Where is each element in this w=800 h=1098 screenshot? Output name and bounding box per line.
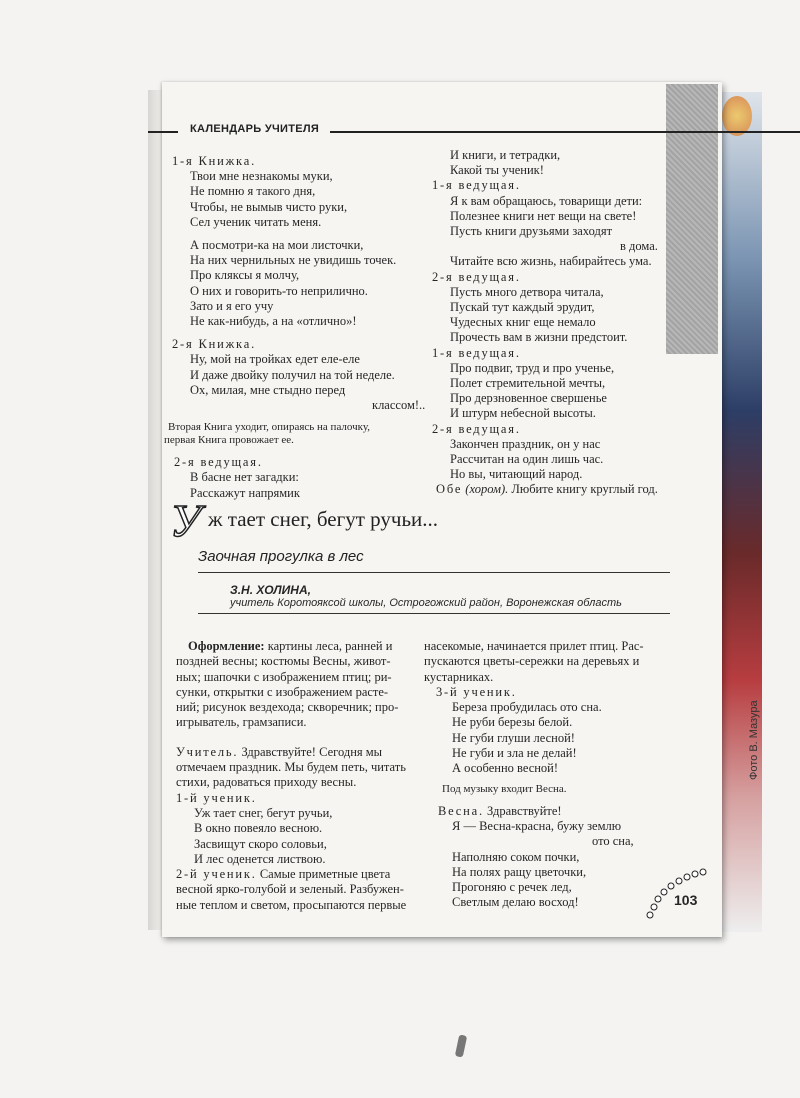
speaker-label: Учитель. <box>176 744 239 759</box>
verse-line: Любите книгу круглый год. <box>511 482 658 497</box>
speaker-label: Весна. <box>438 803 484 818</box>
paragraph-line: ний; рисунок вездехода; скворечник; про- <box>176 700 399 715</box>
verse-line: Чтобы, не вымыв чисто руки, <box>190 199 348 214</box>
verse-line: Не руби березы белой. <box>452 715 573 730</box>
verse-line: Сел ученик читать меня. <box>190 214 322 229</box>
speaker-label: 1-я ведущая. <box>432 345 521 360</box>
verse-line: И даже двойку получил на той неделе. <box>190 367 395 382</box>
verse-line: в дома. <box>620 239 658 254</box>
verse-line: А особенно весной! <box>452 761 559 776</box>
stage-direction: первая Книга провожает ее. <box>164 434 294 447</box>
verse-line: Не губи и зла не делай! <box>452 746 577 761</box>
verse-line: В басне нет загадки: <box>190 470 299 485</box>
stage-direction: Под музыку входит Весна. <box>442 782 567 795</box>
author-info: учитель Коротояксой школы, Острогожский район, Воронежская область <box>230 597 622 609</box>
paragraph-line: насекомые, начинается прилет птиц. Рас- <box>424 639 644 653</box>
verse-line: И штурм небесной высоты. <box>450 406 596 421</box>
verse-line: Прогоняю с речек лед, <box>452 880 572 895</box>
verse-line: Про дерзновенное свершенье <box>450 391 607 406</box>
verse-line: Уж тает снег, бегут ручьи, <box>194 805 333 820</box>
verse-line: Береза пробудилась ото сна. <box>452 700 602 715</box>
page-spine-shadow <box>148 90 162 930</box>
paragraph-line: ных; шапочки с изображением птиц; ри- <box>176 669 392 684</box>
verse-line: Засвищут скоро соловьи, <box>194 836 327 851</box>
verse-line: Не как-нибудь, а на «отлично»! <box>190 314 357 329</box>
verse-line: Я — Весна-красна, бужу землю <box>452 818 622 833</box>
closing-line <box>432 482 658 497</box>
subtitle-rule <box>198 572 670 573</box>
verse-line: И лес оденется листвою. <box>194 851 326 866</box>
verse-line: Пускай тут каждый эрудит, <box>450 300 595 315</box>
speaker-label: 1-я ведущая. <box>432 178 521 193</box>
verse-line: Но вы, читающий народ. <box>450 467 583 482</box>
verse-line: Прочесть вам в жизни предстоит. <box>450 330 628 345</box>
article-subtitle: Заочная прогулка в лес <box>198 548 364 565</box>
paragraph-line: Оформление: картины леса, ранней и <box>188 639 393 653</box>
column-2 <box>432 148 658 498</box>
pencil-mark <box>455 1034 467 1057</box>
photo-credit: Фото В. Мазура <box>748 700 760 780</box>
speaker-label: 2-я Книжка. <box>172 337 256 352</box>
decorative-gray-strip <box>666 84 718 354</box>
paragraph-line: 2-й ученик. Самые приметные цвета <box>176 867 391 882</box>
verse-line: Я к вам обращаюсь, товарищи дети: <box>450 193 643 208</box>
paragraph-line: ные теплом и светом, просыпаются первые <box>176 897 407 912</box>
verse-line: Какой ты ученик! <box>450 163 544 178</box>
verse-line: Пусть книги друзьями заходят <box>450 224 613 239</box>
column-1 <box>164 154 426 501</box>
verse-line: Ну, мой на тройках едет еле-еле <box>190 352 360 367</box>
title-text: ж тает снег, бегут ручьи... <box>208 507 439 531</box>
column-3 <box>176 639 406 913</box>
verse-line: О них и говорить-то неприлично. <box>190 283 368 298</box>
speaker-label: 2-я ведущая. <box>432 421 521 436</box>
paragraph-line: кустарниках. <box>424 669 494 684</box>
speaker-label: 3-й ученик. <box>436 684 517 699</box>
verse-line: ото сна, <box>592 834 634 849</box>
speaker-label: 1-й ученик. <box>176 790 257 805</box>
page-number: 103 <box>674 892 698 908</box>
paragraph-line: Весна. Здравствуйте! <box>438 803 562 818</box>
verse-line: Не помню я такого дня, <box>190 184 316 199</box>
verse-line: Ох, милая, мне стыдно перед <box>190 382 346 397</box>
stage-note: (хором). <box>465 482 509 497</box>
verse-line: Полет стремительной мечты, <box>450 376 606 391</box>
author-name: З.Н. ХОЛИНА, <box>230 583 311 597</box>
speaker-label: Обе <box>436 482 463 497</box>
verse-line: А посмотри-ка на мои листочки, <box>190 238 364 253</box>
section-header: КАЛЕНДАРЬ УЧИТЕЛЯ <box>186 123 323 135</box>
stage-direction: Вторая Книга уходит, опираясь на палочку, <box>168 421 370 434</box>
verse-line: Рассчитан на один лишь час. <box>450 452 604 467</box>
verse-line: Закончен праздник, он у нас <box>450 436 601 451</box>
paragraph-line: стихи, радоваться приходу весны. <box>176 775 357 790</box>
verse-line: Пусть много детвора читала, <box>450 284 604 299</box>
verse-line: классом!.. <box>372 398 426 413</box>
butterfly-illustration <box>722 96 752 136</box>
speaker-label: 1-я Книжка. <box>172 154 256 168</box>
verse-line: Расскажут напрямик <box>190 485 300 500</box>
paragraph-line: отмечаем праздник. Мы будем петь, читать <box>176 760 406 775</box>
verse-line: Не губи глуши лесной! <box>452 730 575 745</box>
speaker-label: 2-й ученик. <box>176 867 257 882</box>
verse-line: И книги, и тетрадки, <box>450 148 561 162</box>
paragraph-line: поздней весны; костюмы Весны, живот- <box>176 654 391 669</box>
verse-line: Светлым делаю восход! <box>452 895 579 910</box>
verse-line: Про кляксы я молчу, <box>190 268 300 283</box>
verse-line: На них чернильных не увидишь точек. <box>190 253 397 268</box>
verse-line: Твои мне незнакомы муки, <box>190 169 333 184</box>
paragraph-line: весной ярко-голубой и зеленый. Разбужен- <box>176 882 404 897</box>
paragraph-line: игрыватель, грамзаписи. <box>176 715 307 730</box>
verse-line: Полезнее книги нет вещи на свете! <box>450 208 637 223</box>
paragraph-line: Учитель. Здравствуйте! Сегодня мы <box>176 744 383 759</box>
verse-line: Чудесных книг еще немало <box>450 315 596 330</box>
column-4 <box>424 639 644 911</box>
verse-line: Про подвиг, труд и про ученье, <box>450 360 615 375</box>
speaker-label: 2-я ведущая. <box>174 455 263 470</box>
author-rule <box>198 613 670 614</box>
speaker-label: 2-я ведущая. <box>432 269 521 284</box>
lead-word: Оформление: <box>188 639 265 653</box>
verse-line: Наполняю соком почки, <box>452 849 580 864</box>
next-page-edge <box>718 92 762 932</box>
paragraph-line: пускаются цветы-сережки на деревьях и <box>424 654 640 669</box>
verse-line: Читайте всю жизнь, набирайтесь ума. <box>450 254 652 269</box>
verse-line: Зато и я его учу <box>190 298 274 313</box>
title-initial: У <box>170 495 201 546</box>
verse-line: В окно повеяло весною. <box>194 821 323 836</box>
verse-line: На полях ращу цветочки, <box>452 864 587 879</box>
paragraph-line: сунки, открытки с изображением расте- <box>176 684 389 699</box>
article-title <box>168 495 668 546</box>
